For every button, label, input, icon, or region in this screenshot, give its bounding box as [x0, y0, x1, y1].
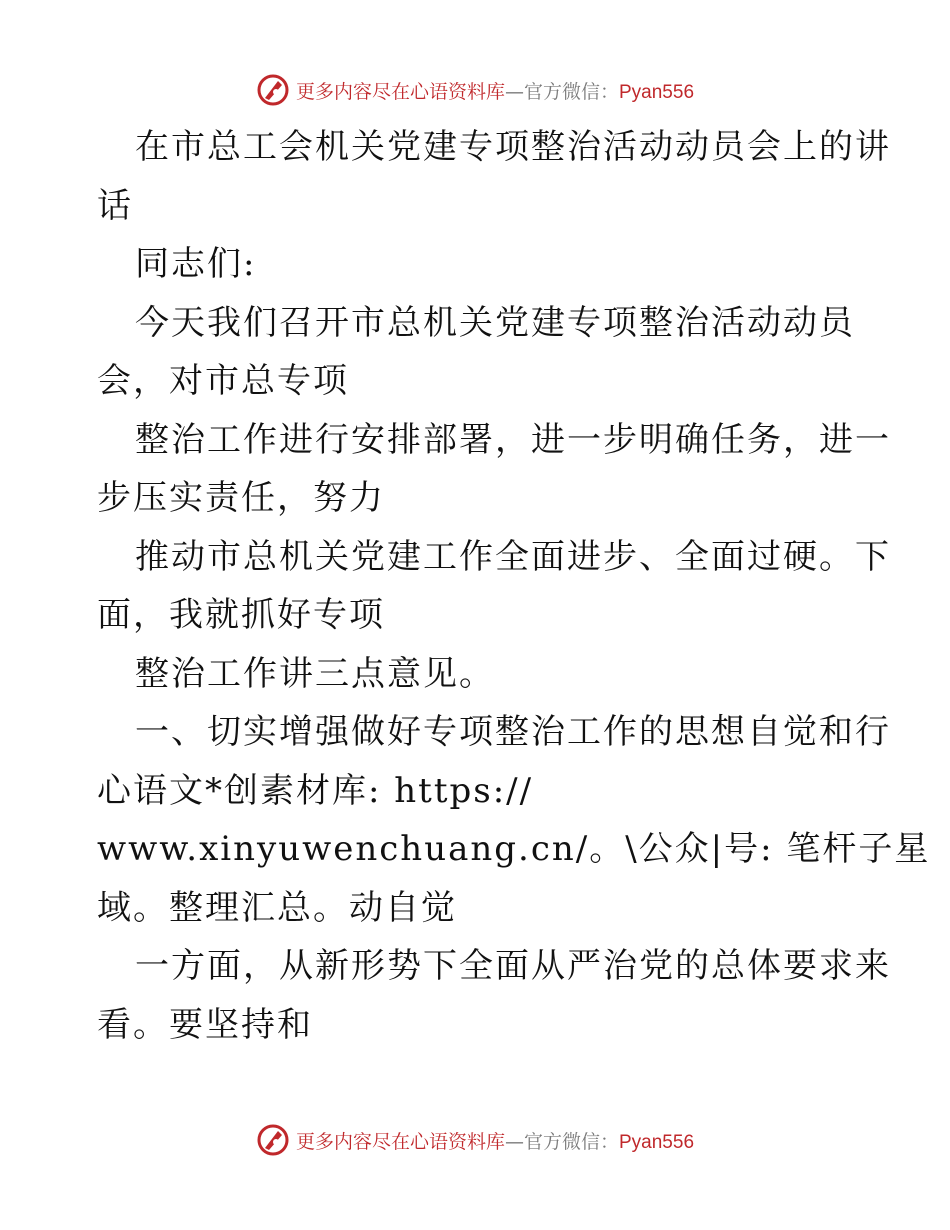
footer-watermark: [0, 1120, 950, 1160]
text-line: 心语文*创素材库: https://: [97, 770, 534, 811]
watermark-text: 更多内容尽在心语资料库—官方微信：Pyan556: [295, 80, 695, 103]
text-line: 会，对市总专项: [97, 361, 349, 401]
text-line: 步压实责任，努力: [97, 478, 385, 518]
text-line: 今天我们召开市总机关党建专项整治活动动员: [135, 302, 855, 343]
text-line: 整治工作讲三点意见。: [135, 653, 495, 694]
text-line: www.xinyuwenchuang.cn/。\公众|号: 笔杆子星: [97, 829, 931, 869]
quill-logo-icon: [256, 1123, 290, 1157]
text-line: 一方面，从新形势下全面从严治党的总体要求来: [135, 946, 891, 986]
text-line: 话: [97, 185, 133, 226]
text-line: 在市总工会机关党建专项整治活动动员会上的讲: [135, 127, 891, 167]
text-line: 域。整理汇总。动自觉: [97, 887, 457, 928]
header-watermark: [0, 70, 950, 110]
text-line: 同志们:: [135, 244, 257, 284]
text-line: 一、切实增强做好专项整治工作的思想自觉和行: [135, 712, 891, 752]
text-line: 推动市总机关党建工作全面进步、全面过硬。下: [135, 536, 891, 577]
quill-logo-icon: [256, 73, 290, 107]
document-body: [97, 118, 931, 1054]
text-line: 面，我就抓好专项: [97, 595, 385, 635]
text-line: 看。要坚持和: [97, 1004, 313, 1045]
text-line: 整治工作进行安排部署，进一步明确任务，进一: [135, 419, 891, 460]
watermark-text: 更多内容尽在心语资料库—官方微信：Pyan556: [295, 1130, 695, 1153]
